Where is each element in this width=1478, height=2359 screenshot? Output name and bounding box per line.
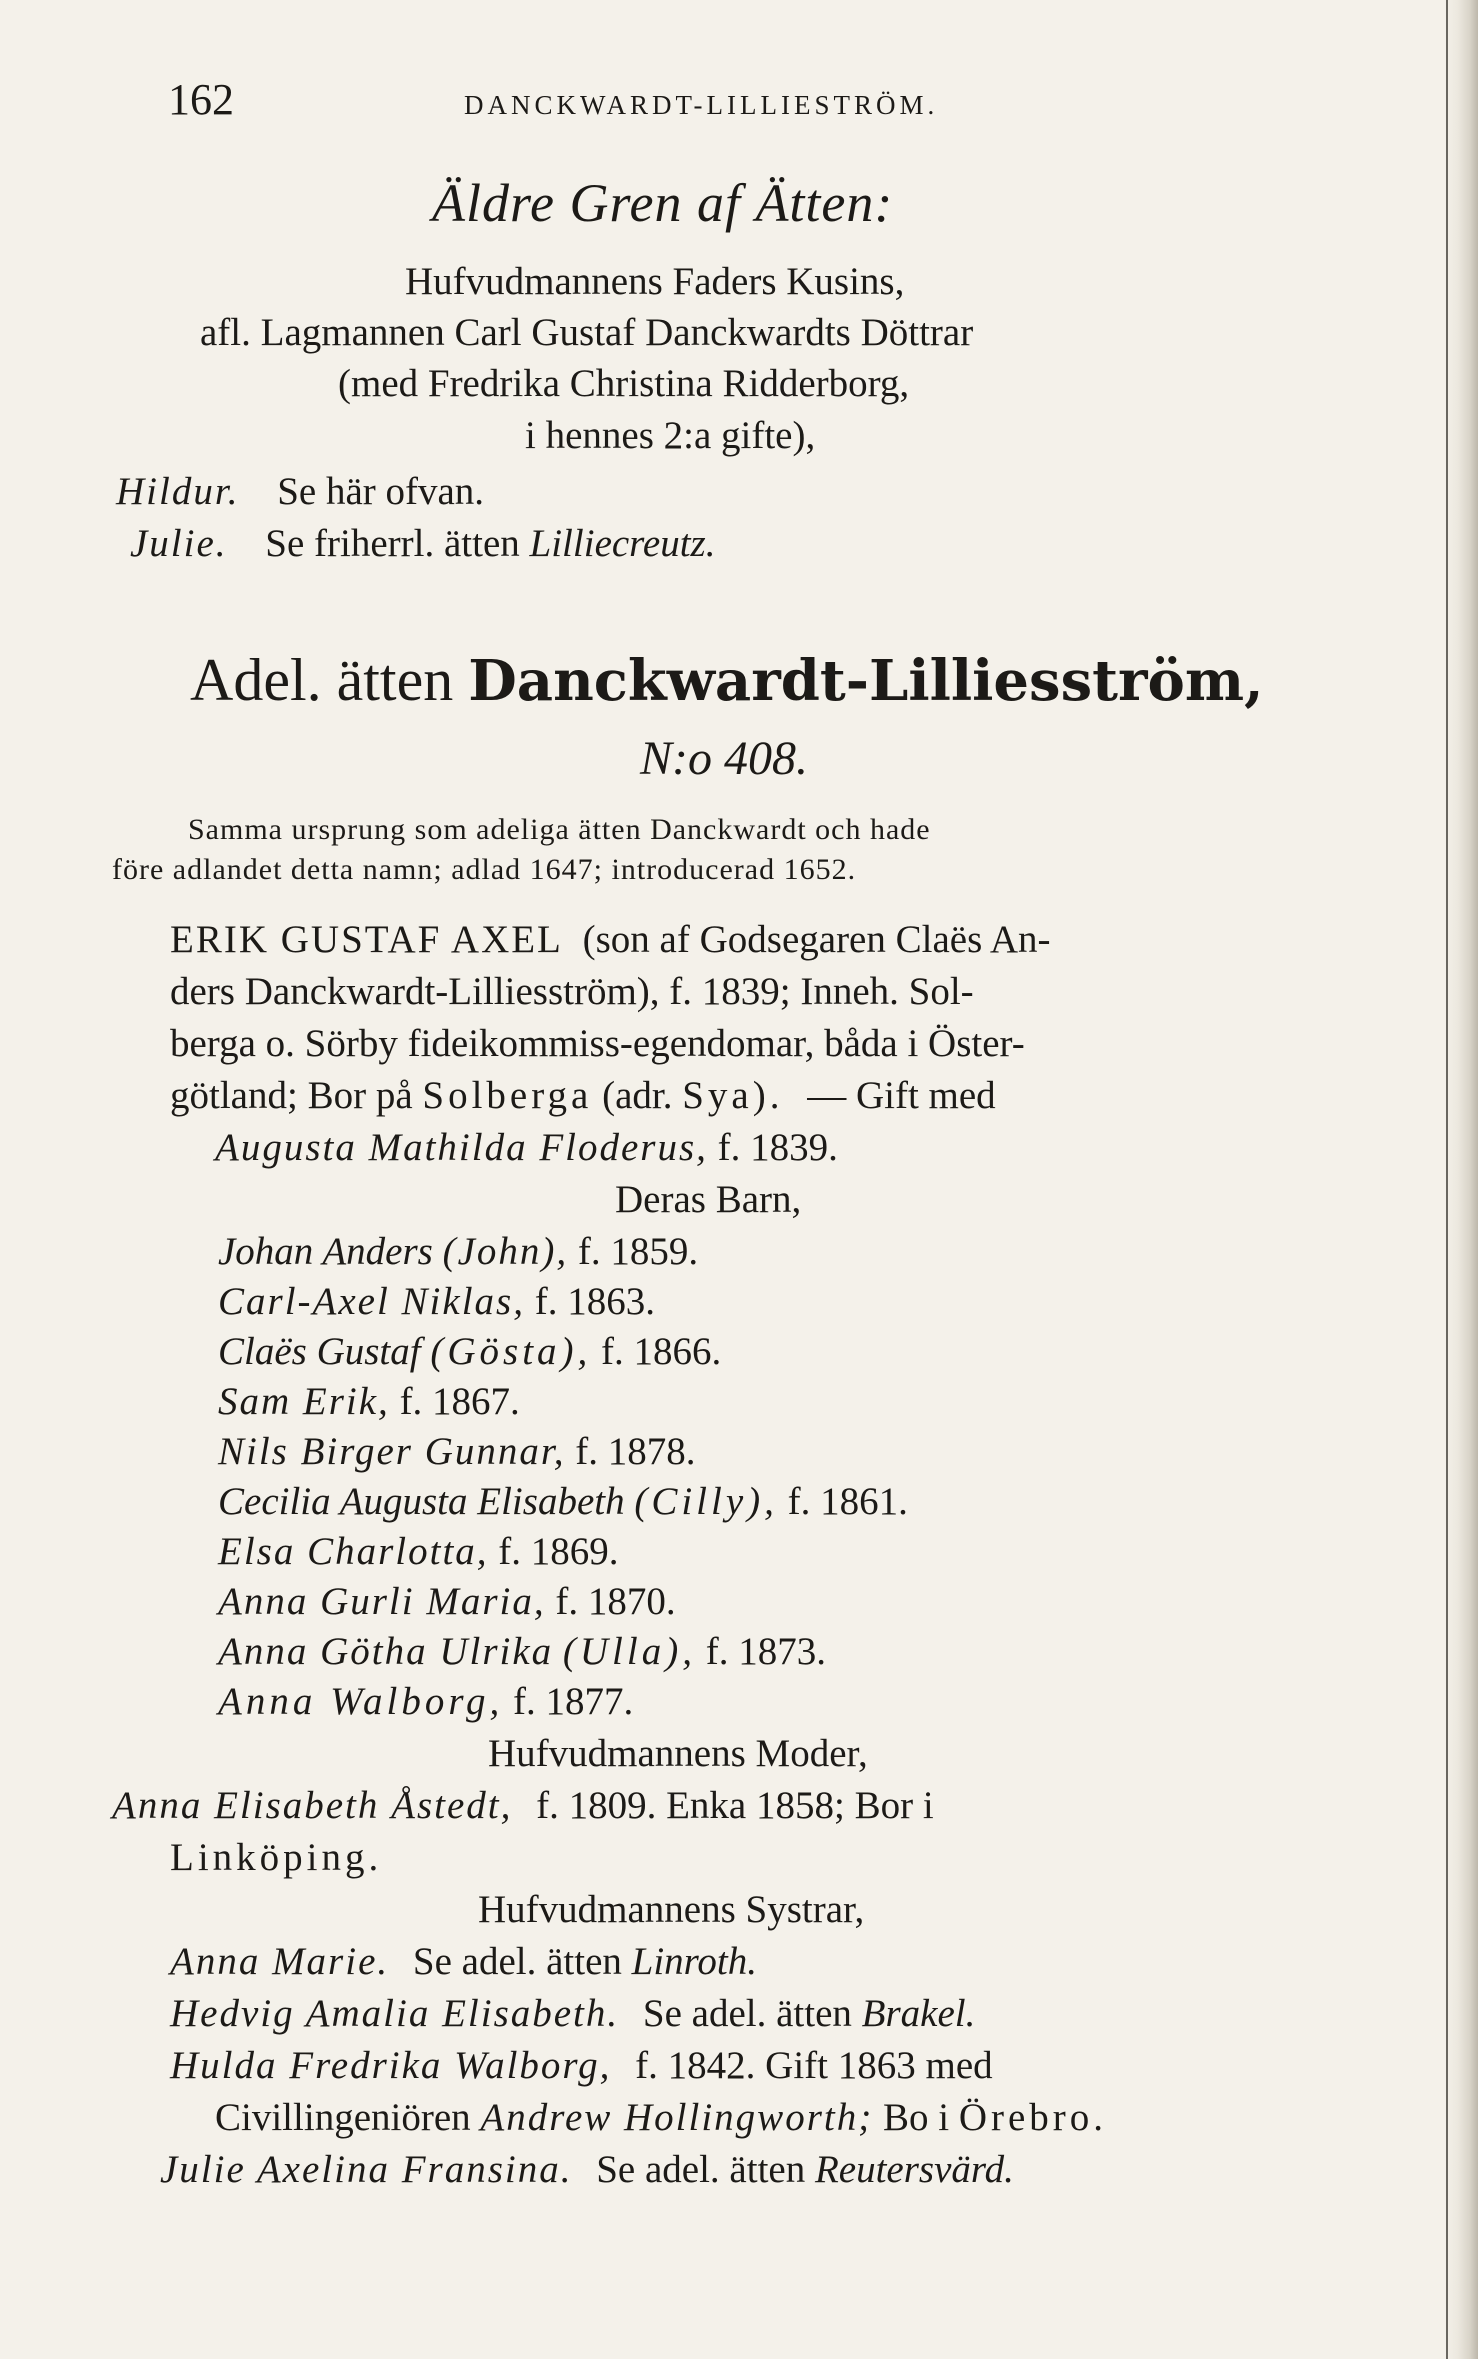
- child-born: f. 1869.: [498, 1530, 619, 1573]
- sister-anna: [170, 1942, 757, 1981]
- head-line-4-b: (adr.: [602, 1074, 673, 1117]
- head-line-3: berga o. Sörby fideikommiss-egendomar, båda i Öster-: [170, 1022, 1025, 1065]
- head-line-4: [170, 1076, 996, 1115]
- sister-hulda-text: f. 1842. Gift 1863 med: [635, 2044, 993, 2087]
- mother-place: Linköping.: [170, 1836, 383, 1879]
- sister-hedvig: [170, 1994, 975, 2033]
- sister-hedvig-ref: Brakel.: [861, 1992, 976, 2035]
- mother-text: f. 1809. Enka 1858; Bor i: [536, 1784, 934, 1827]
- child-born: f. 1878.: [575, 1430, 696, 1473]
- sister-anna-ref: Linroth.: [631, 1940, 757, 1983]
- child-born: f. 1873.: [705, 1630, 826, 1673]
- mother-heading: Hufvudmannens Moder,: [488, 1732, 868, 1775]
- julie-ref: Lilliecreutz.: [529, 522, 716, 565]
- child-row: [218, 1682, 633, 1721]
- child-name: Johan Anders: [218, 1230, 433, 1273]
- sister-hulda-line-2: [215, 2098, 1107, 2137]
- mother-name: Anna Elisabeth Åstedt,: [112, 1784, 513, 1827]
- child-extra: (Gösta),: [430, 1330, 592, 1373]
- hulda-place: Örebro.: [958, 2096, 1108, 2139]
- hulda-line-2-b: Bo i: [882, 2096, 950, 2139]
- sister-anna-name: Anna Marie.: [170, 1940, 390, 1983]
- child-row: [218, 1282, 655, 1321]
- child-name: Carl-Axel Niklas,: [218, 1280, 525, 1323]
- head-line-1-rest: (son af Godsegaren Claës An-: [582, 918, 1051, 961]
- sister-julie: [160, 2150, 1014, 2189]
- child-born: f. 1877.: [513, 1680, 634, 1723]
- child-row: [218, 1532, 619, 1571]
- head-sya: Sya).: [682, 1074, 784, 1117]
- hildur-name: Hildur.: [116, 470, 240, 513]
- sister-julie-name: Julie Axelina Fransina.: [160, 2148, 573, 2191]
- child-born: f. 1866.: [601, 1330, 722, 1373]
- older-branch-line-2: afl. Lagmannen Carl Gustaf Danckwardts Döttrar: [200, 311, 974, 354]
- wife-name: Augusta Mathilda Floderus,: [215, 1126, 708, 1169]
- child-name: Anna Gurli Maria,: [218, 1580, 546, 1623]
- head-name: ERIK GUSTAF AXEL: [170, 918, 563, 961]
- head-wife: [215, 1128, 838, 1167]
- child-row: [218, 1482, 908, 1521]
- mother-line-1: [112, 1786, 934, 1825]
- older-branch-heading: Äldre Gren af Ätten:: [432, 173, 894, 233]
- sister-hulda-line-1: [170, 2046, 993, 2085]
- child-name: Cecilia Augusta Elisabeth: [218, 1480, 625, 1523]
- sister-hedvig-text: Se adel. ätten: [642, 1992, 852, 2035]
- julie-name: Julie.: [130, 522, 228, 565]
- child-born: f. 1863.: [534, 1280, 655, 1323]
- child-name: Nils Birger Gunnar,: [218, 1430, 566, 1473]
- child-name: Anna Walborg,: [218, 1680, 504, 1723]
- family-title-prefix: Adel. ätten: [190, 647, 454, 713]
- child-name: Anna Götha Ulrika: [218, 1630, 554, 1673]
- head-line-2: ders Danckwardt-Lilliesström), f. 1839; Inneh. Sol-: [170, 970, 974, 1013]
- child-row: [218, 1382, 520, 1421]
- family-title: [190, 647, 1264, 714]
- child-extra: (Ulla),: [562, 1630, 696, 1673]
- entry-julie-older: [130, 524, 716, 563]
- older-branch-line-1: Hufvudmannens Faders Kusins,: [405, 260, 905, 303]
- child-name: Elsa Charlotta,: [218, 1530, 489, 1573]
- child-name: Sam Erik,: [218, 1380, 390, 1423]
- head-place: Solberga: [422, 1074, 593, 1117]
- page-binding-line: [1446, 0, 1448, 2359]
- child-extra: (Cilly),: [634, 1480, 778, 1523]
- head-line-4-c: — Gift med: [807, 1074, 996, 1117]
- child-born: f. 1870.: [555, 1580, 676, 1623]
- page-edge-shadow: [1444, 0, 1478, 2359]
- older-branch-line-3: (med Fredrika Christina Ridderborg,: [338, 362, 910, 405]
- child-row: [218, 1582, 676, 1621]
- sister-hulda-name: Hulda Fredrika Walborg,: [170, 2044, 612, 2087]
- child-name: Claës Gustaf: [218, 1330, 421, 1373]
- child-row: [218, 1432, 696, 1471]
- family-title-name: Danckwardt-Lilliesström,: [468, 648, 1264, 714]
- head-line-1: [170, 920, 1051, 959]
- child-row: [218, 1232, 698, 1271]
- child-born: f. 1861.: [787, 1480, 908, 1523]
- entry-hildur: [116, 472, 484, 511]
- sisters-heading: Hufvudmannens Systrar,: [478, 1888, 865, 1931]
- older-branch-line-4: i hennes 2:a gifte),: [525, 414, 816, 457]
- julie-text: Se friherrl. ätten: [265, 522, 520, 565]
- children-heading: Deras Barn,: [615, 1178, 802, 1221]
- head-line-4-a: götland; Bor på: [170, 1074, 413, 1117]
- hildur-text: Se här ofvan.: [277, 470, 485, 513]
- hulda-husband: Andrew Hollingworth;: [480, 2096, 874, 2139]
- sister-hedvig-name: Hedvig Amalia Elisabeth.: [170, 1992, 620, 2035]
- wife-born: f. 1839.: [717, 1126, 838, 1169]
- family-origin-line-2: före adlandet detta namn; adlad 1647; introducerad 1652.: [112, 853, 857, 886]
- sister-anna-text: Se adel. ätten: [412, 1940, 622, 1983]
- child-row: [218, 1332, 721, 1371]
- sister-julie-text: Se adel. ätten: [596, 2148, 806, 2191]
- child-born: f. 1859.: [577, 1230, 699, 1273]
- child-row: [218, 1632, 826, 1671]
- child-extra: (John),: [442, 1230, 569, 1273]
- hulda-line-2-a: Civillingeniören: [215, 2096, 471, 2139]
- family-origin-line-1: Samma ursprung som adeliga ätten Danckwardt och hade: [188, 813, 931, 846]
- child-born: f. 1867.: [399, 1380, 520, 1423]
- sister-julie-ref: Reutersvärd.: [814, 2148, 1014, 2191]
- page-number: 162: [168, 75, 234, 124]
- running-head: DANCKWARDT-LILLIESTRÖM.: [464, 90, 939, 120]
- family-number: N:o 408.: [640, 732, 808, 785]
